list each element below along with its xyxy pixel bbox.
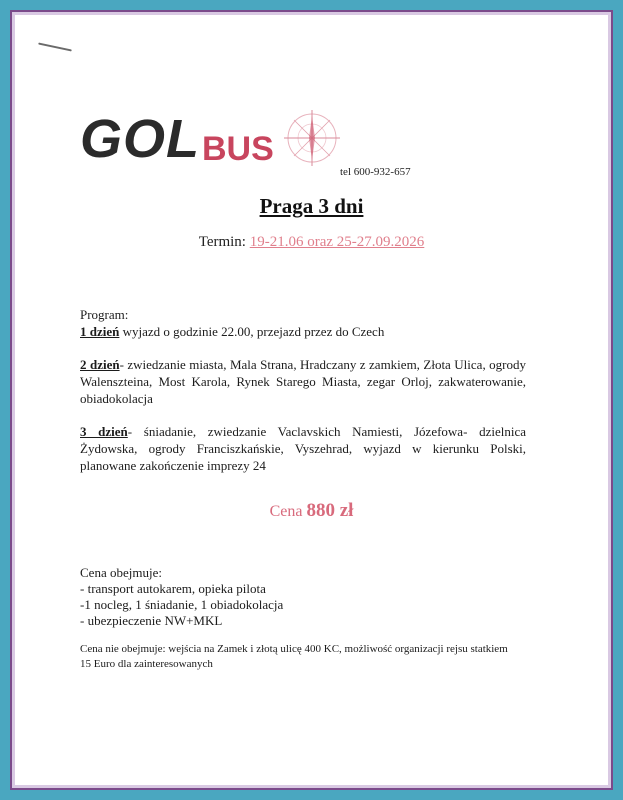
- phone-number: tel 600-932-657: [340, 166, 411, 178]
- company-logo: [80, 108, 350, 178]
- term-line: [0, 234, 623, 251]
- day-3: [80, 423, 526, 474]
- program-heading: Program:: [80, 307, 129, 322]
- includes-heading: Cena obejmuje:: [80, 565, 162, 580]
- includes-item: - transport autokarem, opieka pilota: [80, 581, 266, 596]
- day-1: [80, 323, 526, 340]
- day-1-text: wyjazd o godzinie 22.00, przejazd przez do Czech: [119, 324, 385, 339]
- day-3-label: 3 dzień: [80, 424, 128, 439]
- term-label: Termin:: [198, 234, 246, 250]
- price-amount: 880 zł: [306, 500, 354, 521]
- day-2: [80, 356, 526, 407]
- includes-item: -1 nocleg, 1 śniadanie, 1 obiadokolacja: [80, 597, 284, 612]
- page-title: Praga 3 dni: [259, 194, 364, 218]
- program-section: [80, 306, 526, 474]
- logo-text-bus: BUS: [202, 130, 274, 168]
- includes-item: - ubezpieczenie NW+MKL: [80, 613, 223, 628]
- day-3-text: - śniadanie, zwiedzanie Vaclavskich Namiesti, Józefowa- dzielnica Żydowska, ogrody Franciszkańskie, Vyszehrad, wyjazd w kierunku Polski, planowane zakończenie imprezy 24: [80, 424, 526, 473]
- logo-text-gol: GOL: [80, 109, 200, 169]
- price-includes: [80, 565, 526, 629]
- day-1-label: 1 dzień: [80, 324, 120, 339]
- day-2-label: 2 dzień: [80, 357, 120, 372]
- term-dates: 19-21.06 oraz 25-27.09.2026: [249, 234, 425, 250]
- price-excludes: Cena nie obejmuje: wejścia na Zamek i złotą ulicę 400 KC, możliwość organizacji rejsu statkiem 15 Euro dla zainteresowanych: [80, 643, 508, 670]
- price-line: [0, 500, 623, 522]
- day-2-text: - zwiedzanie miasta, Mala Strana, Hradczany z zamkiem, Złota Ulica, ogrody Walenszteina, Most Karola, Rynek Starego Miasta, zegar Orloj, zakwaterowanie, obiadokolacja: [80, 357, 526, 406]
- price-label: Cena: [269, 503, 303, 520]
